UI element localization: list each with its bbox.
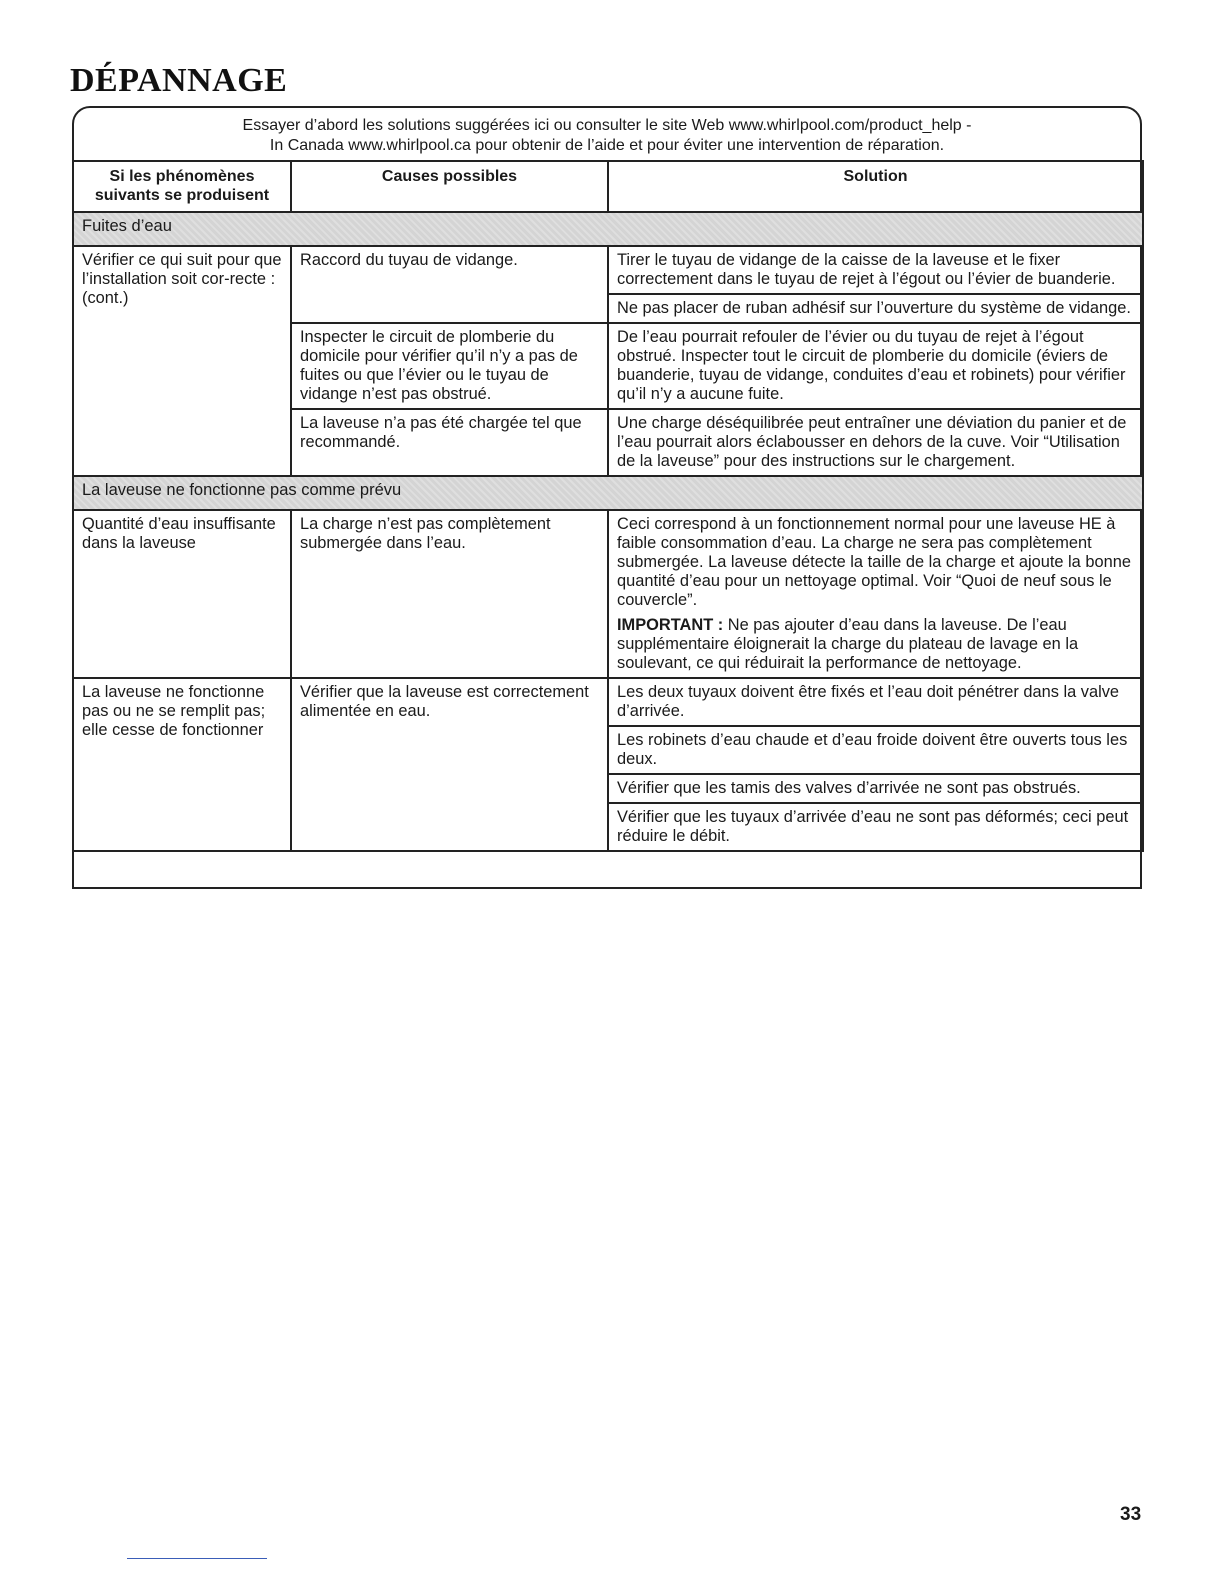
solution-cell: Les robinets d’eau chaude et d’eau froide doivent être ouverts tous les deux. xyxy=(608,726,1143,774)
table-header-row xyxy=(73,161,1143,212)
page-number: 33 xyxy=(1120,1504,1142,1525)
cause-cell: Vérifier que la laveuse est correctement alimentée en eau. xyxy=(291,678,608,851)
cause-cell: Inspecter le circuit de plomberie du domicile pour vérifier qu’il n’y a pas de fuites ou que l’évier ou le tuyau de vidange n’est pas obstrué. xyxy=(291,323,608,409)
cause-cell: Raccord du tuyau de vidange. xyxy=(291,246,608,323)
header-symptoms: Si les phénomènes suivants se produisent xyxy=(73,161,291,212)
section-row xyxy=(73,476,1143,510)
important-note xyxy=(617,616,1134,673)
table-row xyxy=(73,510,1143,678)
problem-cell: La laveuse ne fonctionne pas ou ne se remplit pas; elle cesse de fonctionner xyxy=(73,678,291,851)
problem-cell: Vérifier ce qui suit pour que l’installation soit cor-recte : (cont.) xyxy=(73,246,291,476)
intro-line-1: Essayer d’abord les solutions suggérées ici ou consulter le site Web www.whirlpool.com/product_help - xyxy=(242,117,972,134)
intro-line-2: In Canada www.whirlpool.ca pour obtenir de l’aide et pour éviter une intervention de réparation. xyxy=(269,137,945,154)
problem-cell: Quantité d’eau insuffisante dans la laveuse xyxy=(73,510,291,678)
cause-cell: La charge n’est pas complètement submergée dans l’eau. xyxy=(291,510,608,678)
header-solution: Solution xyxy=(608,161,1143,212)
solution-cell: De l’eau pourrait refouler de l’évier ou du tuyau de rejet à l’égout obstrué. Inspecter tout le circuit de plomberie du domicile (éviers de buanderie, tuyau de vidange, conduites d’eau et robinets) pour vérifier qu’il n’y a aucune fuite. xyxy=(608,323,1143,409)
important-label: IMPORTANT : xyxy=(617,616,724,634)
section-title-leaks: Fuites d’eau xyxy=(73,212,1143,246)
solution-cell: Ne pas placer de ruban adhésif sur l’ouverture du système de vidange. xyxy=(608,294,1143,323)
important-text: Ne pas ajouter d’eau dans la laveuse. De l’eau supplémentaire éloignerait la charge du plateau de lavage en la soulevant, ce qui réduirait la performance de nettoyage. xyxy=(617,616,1079,672)
header-causes: Causes possibles xyxy=(291,161,608,212)
cause-cell: La laveuse n’a pas été chargée tel que recommandé. xyxy=(291,409,608,476)
section-row xyxy=(73,212,1143,246)
troubleshooting-table xyxy=(72,160,1144,852)
solution-cell: Les deux tuyaux doivent être fixés et l’eau doit pénétrer dans la valve d’arrivée. xyxy=(608,678,1143,726)
solution-text: Ceci correspond à un fonctionnement normal pour une laveuse HE à faible consommation d’eau. La charge ne sera pas complètement submergée. La laveuse détecte la taille de la charge et ajoute la bonne quantité d’eau pour un nettoyage optimal. Voir “Quoi de neuf sous le couvercle”. xyxy=(617,515,1131,609)
solution-cell: Vérifier que les tuyaux d’arrivée d’eau ne sont pas déformés; ceci peut réduire le débit. xyxy=(608,803,1143,851)
page-title: DÉPANNAGE xyxy=(70,62,288,99)
section-title-not-working: La laveuse ne fonctionne pas comme prévu xyxy=(73,476,1143,510)
solution-cell: Tirer le tuyau de vidange de la caisse de la laveuse et le fixer correctement dans le tuyau de rejet à l’égout ou l’évier de buanderie. xyxy=(608,246,1143,294)
table-row xyxy=(73,678,1143,726)
table-row xyxy=(73,246,1143,294)
solution-cell: Une charge déséquilibrée peut entraîner une déviation du panier et de l’eau pourrait alors éclabousser en dehors de la cuve. Voir “Utilisation de la laveuse” pour des instructions sur le chargement. xyxy=(608,409,1143,476)
solution-cell xyxy=(608,510,1143,678)
footer-divider xyxy=(127,1558,267,1559)
solution-cell: Vérifier que les tamis des valves d’arrivée ne sont pas obstrués. xyxy=(608,774,1143,803)
intro-text xyxy=(72,116,1142,156)
